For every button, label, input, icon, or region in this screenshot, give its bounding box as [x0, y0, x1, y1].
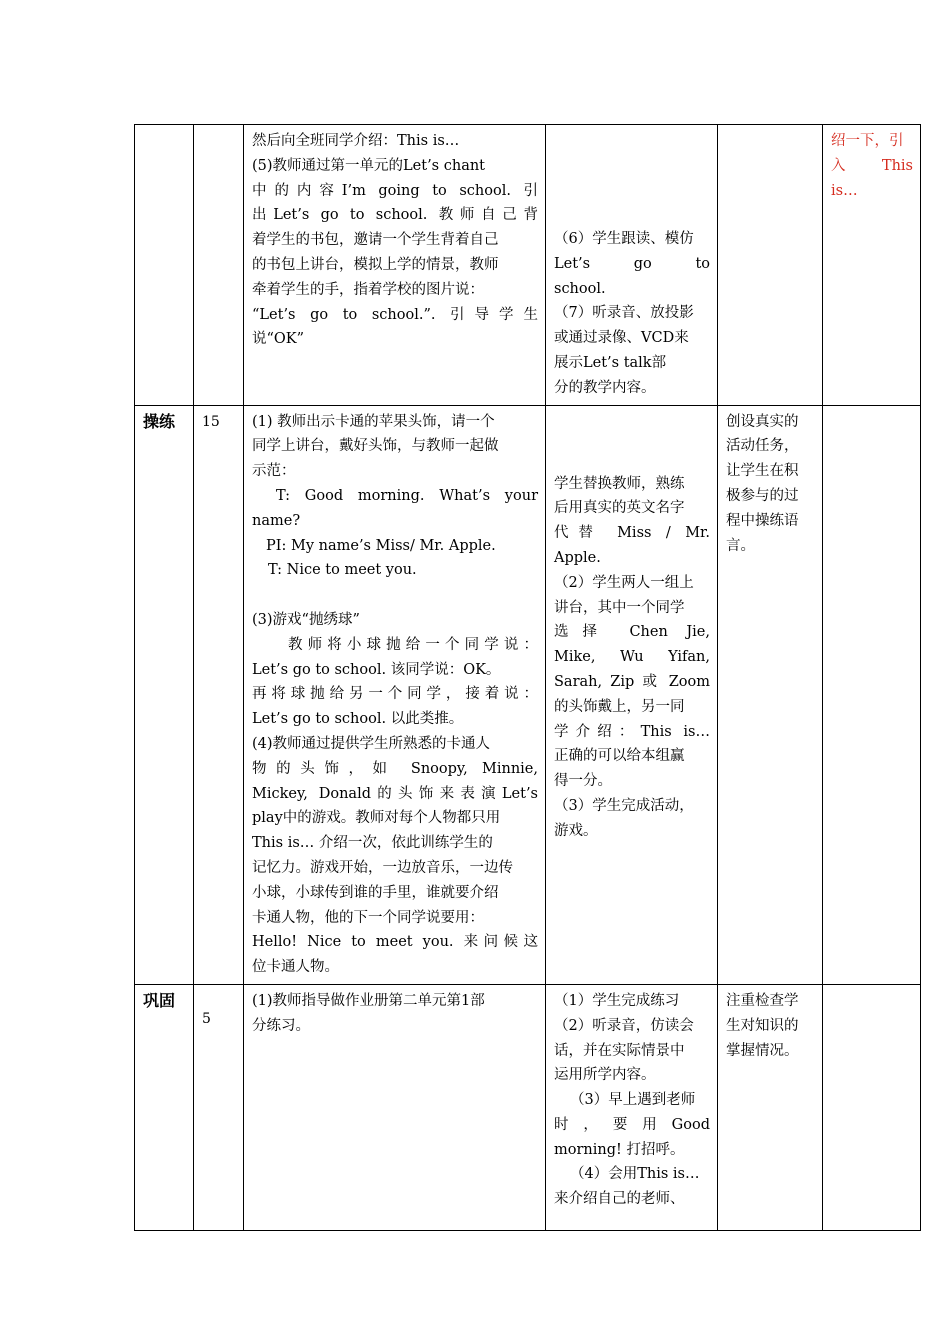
- text-line: 讲台，其中一个同学: [554, 599, 685, 616]
- text-line: 游戏。: [554, 822, 598, 839]
- text-line: 活动任务，: [726, 438, 799, 455]
- text-line: 的书包上讲台，模拟上学的情景，教师: [252, 256, 499, 273]
- student-activity-cell: [546, 125, 718, 406]
- text-line: 绍一下，引: [831, 133, 904, 149]
- teacher-activity-cell: [244, 984, 546, 1230]
- text-line: 时 ， 要 用 Good: [554, 1116, 710, 1133]
- text-line: 后用真实的英文名字: [554, 500, 685, 517]
- text-line: name?: [252, 512, 301, 529]
- text-line: （3）早上遇到老师: [570, 1092, 696, 1109]
- text-line: 牵着学生的手，指着学校的图片说：: [252, 281, 484, 298]
- text-line: (4)教师通过提供学生所熟悉的卡通人: [252, 735, 491, 752]
- text-line: 物的头饰，如 Snoopy, Minnie,: [252, 760, 538, 777]
- text-line: 来介绍自己的老师、: [554, 1191, 685, 1208]
- text-line: 掌握情况。: [726, 1042, 799, 1059]
- phase-cell: [135, 125, 194, 406]
- text-line: T: Nice to meet you.: [268, 562, 417, 579]
- text-line: 学介绍：This is…: [554, 723, 710, 740]
- text-line: (1)教师指导做作业册第二单元第1部: [252, 992, 485, 1009]
- text-line: 生对知识的: [726, 1017, 799, 1034]
- table-row-practice: [135, 405, 921, 984]
- text-line: PI: My name’s Miss/ Mr. Apple.: [266, 537, 496, 554]
- note-cell: [823, 405, 921, 984]
- text-line: 极参与的过: [726, 487, 799, 504]
- blank-line: [252, 583, 538, 608]
- phase-cell: 巩固: [135, 984, 194, 1230]
- teacher-activity-cell: [244, 125, 546, 406]
- text-line: 让学生在积: [726, 463, 799, 480]
- text-line: Let’s go to school. 该同学说：OK。: [252, 661, 501, 678]
- text-line: T: Good morning. What’s your: [276, 487, 538, 504]
- text-line: 然后向全班同学介绍：This is…: [252, 133, 460, 149]
- text-line: （2）学生两人一组上: [554, 574, 694, 591]
- text-line: “Let’s go to school.”. 引导学生: [252, 306, 538, 323]
- minutes-cell: [194, 125, 244, 406]
- text-line: Mickey, Donald的头饰来表演Let’s: [252, 785, 538, 802]
- text-line: 言。: [726, 537, 755, 554]
- text-line: 记忆力。游戏开始，一边放音乐，一边传: [252, 859, 513, 876]
- text-line: Hello! Nice to meet you. 来问候这: [252, 934, 538, 951]
- text-line: Sarah, Zip 或 Zoom: [554, 673, 710, 690]
- text-line: Apple.: [554, 549, 601, 566]
- text-line: 教师将小球抛给一个同学说：: [288, 636, 538, 653]
- note-cell: [823, 125, 921, 406]
- text-line: (5)教师通过第一单元的Let’s chant: [252, 157, 486, 174]
- text-line: 出Let’s go to school. 教师自己背: [252, 207, 538, 224]
- text-line: （3）学生完成活动，: [554, 797, 694, 814]
- text-line: 示范：: [252, 463, 296, 480]
- text-line: 话，并在实际情景中: [554, 1042, 685, 1059]
- text-line: 选择 Chen Jie,: [554, 624, 710, 641]
- text-line: （6）学生跟读、模仿: [554, 231, 694, 247]
- text-line: 同学上讲台，戴好头饰，与教师一起做: [252, 438, 499, 455]
- text-line: 说“OK”: [252, 331, 305, 348]
- lesson-plan-table: [134, 124, 921, 1231]
- text-line: 得一分。: [554, 773, 612, 790]
- text-line: 注重检查学: [726, 992, 799, 1009]
- text-line: 入 This: [831, 157, 913, 174]
- text-line: （1）学生完成练习: [554, 992, 680, 1009]
- text-line: 分练习。: [252, 1017, 310, 1034]
- minutes-cell: 15: [194, 405, 244, 984]
- text-line: play中的游戏。教师对每个人物都只用: [252, 810, 501, 827]
- text-line: 再将球抛给另一个同学，接着说：: [252, 686, 538, 703]
- text-line: 的头饰戴上，另一同: [554, 698, 685, 715]
- text-line: （7）听录音、放投影: [554, 305, 694, 322]
- text-line: 卡通人物，他的下一个同学说要用：: [252, 909, 484, 926]
- text-line: 着学生的书包，邀请一个学生背着自己: [252, 232, 499, 249]
- student-activity-cell: [546, 984, 718, 1230]
- text-line: 或通过录像、VCD来: [554, 330, 689, 347]
- text-line: Let’s go to school. 以此类推。: [252, 711, 464, 728]
- design-purpose-cell: [718, 405, 823, 984]
- text-line: (1) 教师出示卡通的苹果头饰，请一个: [252, 413, 495, 430]
- student-activity-cell: [546, 405, 718, 984]
- text-line: Mike, Wu Yifan,: [554, 649, 710, 666]
- text-line: This is… 介绍一次，依此训练学生的: [252, 835, 493, 852]
- phase-cell: 操练: [135, 405, 194, 984]
- text-line: 创设真实的: [726, 413, 799, 430]
- text-line: （4）会用This is…: [570, 1166, 700, 1183]
- text-line: 代替 Miss / Mr.: [554, 525, 710, 542]
- minutes-cell: 5: [194, 984, 244, 1230]
- text-line: 位卡通人物。: [252, 959, 339, 976]
- table-row-presentation-cont: [135, 125, 921, 406]
- text-line: 程中操练语: [726, 512, 799, 529]
- text-line: school.: [554, 280, 606, 297]
- note-cell: [823, 984, 921, 1230]
- design-purpose-cell: [718, 984, 823, 1230]
- text-line: 正确的可以给本组赢: [554, 748, 685, 765]
- text-line: is…: [831, 182, 858, 199]
- text-line: Let’s go to: [554, 255, 710, 272]
- table-row-consolidation: [135, 984, 921, 1230]
- text-line: morning! 打招呼。: [554, 1141, 685, 1158]
- text-line: 展示Let’s talk部: [554, 354, 667, 371]
- design-purpose-cell: [718, 125, 823, 406]
- text-line: (3)游戏“抛绣球”: [252, 611, 360, 628]
- teacher-activity-cell: [244, 405, 546, 984]
- text-line: 学生替换教师，熟练: [554, 475, 685, 492]
- text-line: 运用所学内容。: [554, 1067, 656, 1084]
- text-line: 小球，小球传到谁的手里，谁就要介绍: [252, 884, 499, 901]
- text-line: （2）听录音，仿读会: [554, 1017, 694, 1034]
- text-line: 中的内容I’m going to school. 引: [252, 182, 538, 199]
- text-line: 分的教学内容。: [554, 379, 656, 396]
